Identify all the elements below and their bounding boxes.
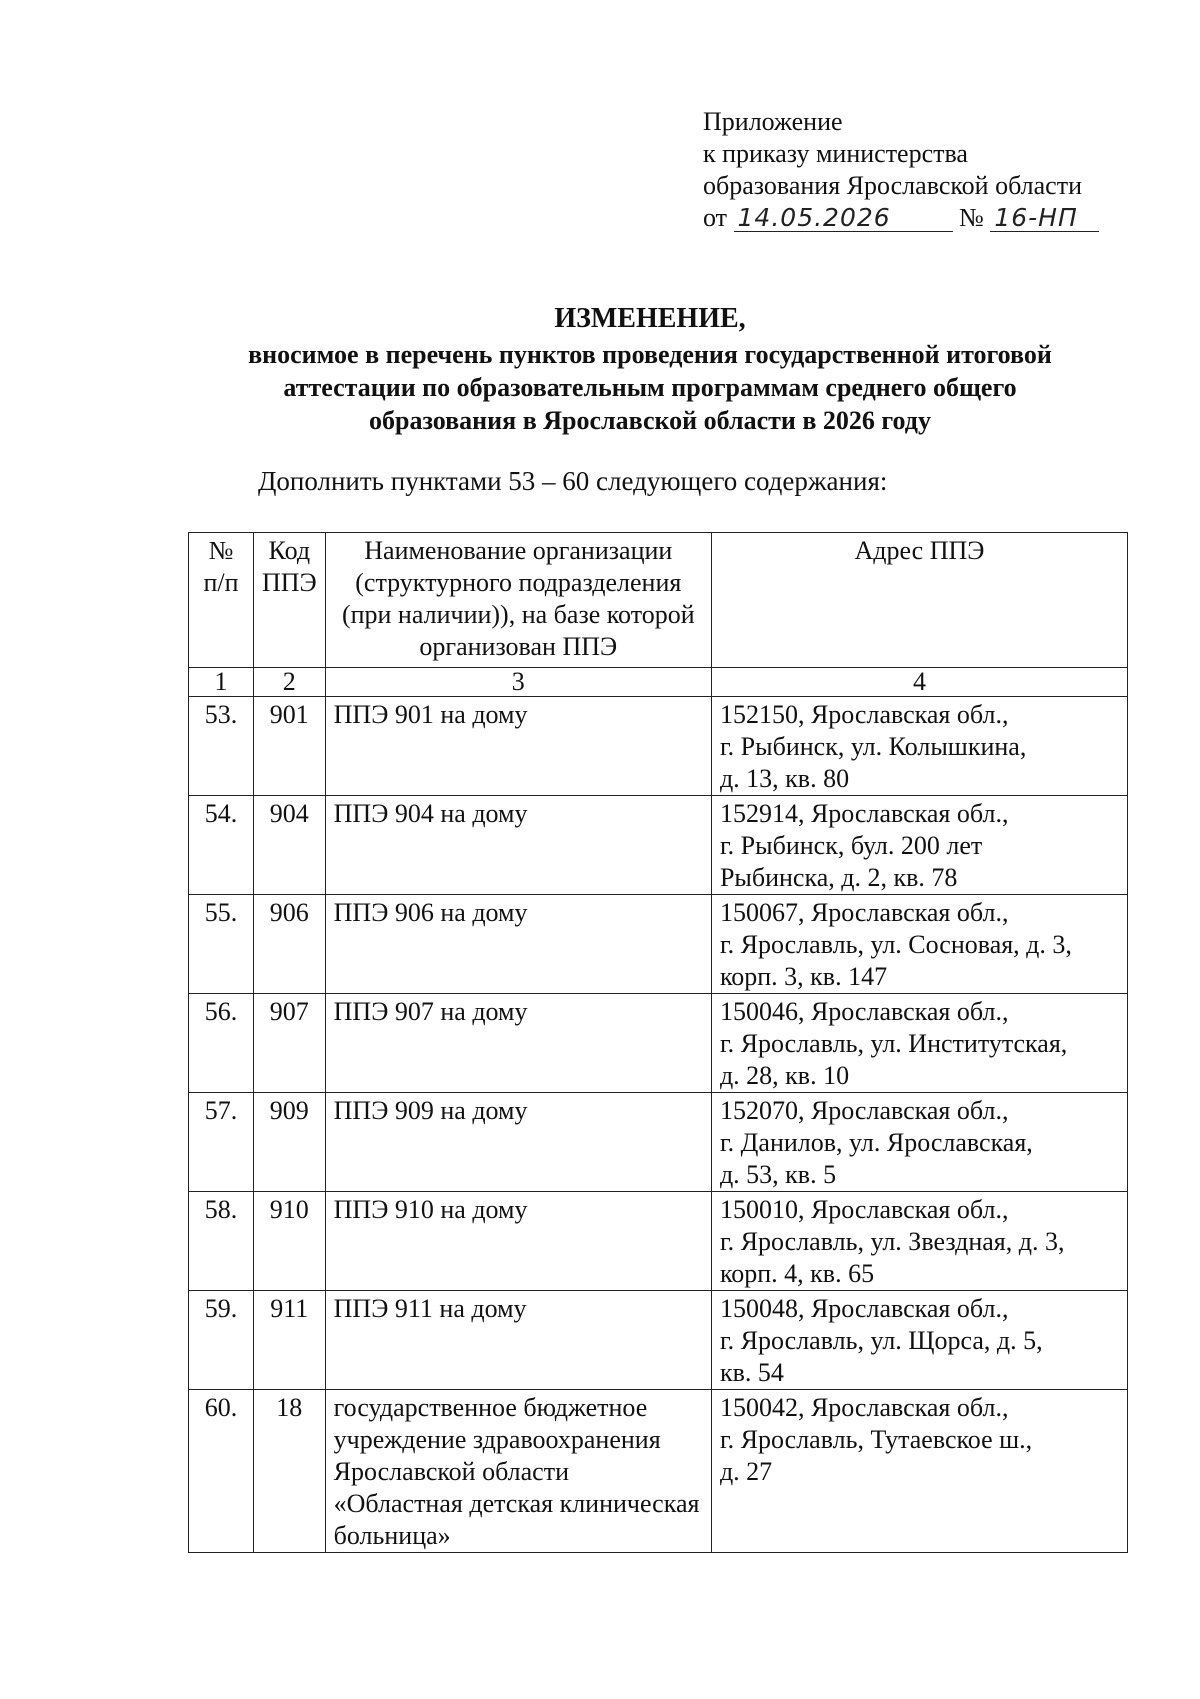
table-row — [189, 1192, 1128, 1291]
column-number-row — [189, 668, 1128, 697]
row-code: 910 — [253, 1192, 325, 1291]
row-name: ППЭ 901 на дому — [325, 697, 711, 796]
row-name: государственное бюджетное учреждение здравоохранения Ярославской области «Областная детская клиническая больница» — [325, 1390, 711, 1553]
row-num: 59. — [189, 1291, 254, 1390]
row-name: ППЭ 911 на дому — [325, 1291, 711, 1390]
row-address: 152914, Ярославская обл., г. Рыбинск, бул. 200 лет Рыбинска, д. 2, кв. 78 — [711, 796, 1127, 895]
order-date-field — [734, 205, 953, 232]
header-address: Адрес ППЭ — [711, 533, 1127, 668]
order-number-handwritten: 16-НП — [994, 203, 1078, 232]
row-name: ППЭ 909 на дому — [325, 1093, 711, 1192]
row-num: 57. — [189, 1093, 254, 1192]
row-address: 150046, Ярославская обл., г. Ярославль, ул. Институтская, д. 28, кв. 10 — [711, 994, 1127, 1093]
document-subtitle — [150, 338, 1150, 437]
row-num: 54. — [189, 796, 254, 895]
subtitle-line: аттестации по образовательным программам среднего общего — [283, 373, 1017, 402]
row-code: 907 — [253, 994, 325, 1093]
row-name: ППЭ 910 на дому — [325, 1192, 711, 1291]
row-address: 150042, Ярославская обл., г. Ярославль, Тутаевское ш., д. 27 — [711, 1390, 1127, 1553]
appendix-title: Приложение — [703, 107, 843, 136]
row-address: 150048, Ярославская обл., г. Ярославль, ул. Щорса, д. 5, кв. 54 — [711, 1291, 1127, 1390]
appendix-date-number — [703, 202, 1099, 234]
table-row — [189, 1093, 1128, 1192]
row-address: 150010, Ярославская обл., г. Ярославль, ул. Звездная, д. 3, корп. 4, кв. 65 — [711, 1192, 1127, 1291]
intro-text: Дополнить пунктами 53 – 60 следующего содержания: — [258, 466, 888, 496]
row-address: 150067, Ярославская обл., г. Ярославль, ул. Сосновая, д. 3, корп. 3, кв. 147 — [711, 895, 1127, 994]
order-date-handwritten: 14.05.2026 — [737, 203, 891, 232]
row-num: 53. — [189, 697, 254, 796]
row-address: 152150, Ярославская обл., г. Рыбинск, ул. Колышкина, д. 13, кв. 80 — [711, 697, 1127, 796]
subtitle-line: вносимое в перечень пунктов проведения государственной итоговой — [248, 340, 1052, 369]
table-row — [189, 796, 1128, 895]
table-row — [189, 1291, 1128, 1390]
row-code: 904 — [253, 796, 325, 895]
row-name: ППЭ 904 на дому — [325, 796, 711, 895]
subtitle-line: образования в Ярославской области в 2026 году — [369, 406, 931, 435]
appendix-order-ref: к приказу министерства — [703, 139, 968, 168]
column-number: 1 — [189, 668, 254, 697]
row-code: 911 — [253, 1291, 325, 1390]
row-name: ППЭ 906 на дому — [325, 895, 711, 994]
number-label: № — [959, 203, 984, 232]
document-title: ИЗМЕНЕНИЕ, — [554, 303, 746, 334]
table-row — [189, 697, 1128, 796]
row-code: 18 — [253, 1390, 325, 1553]
row-code: 906 — [253, 895, 325, 994]
appendix-ministry: образования Ярославской области — [703, 171, 1082, 200]
table-row — [189, 1390, 1128, 1553]
table-row — [189, 994, 1128, 1093]
appendix-block — [703, 106, 1099, 234]
row-num: 55. — [189, 895, 254, 994]
exam-points-table — [188, 532, 1128, 1553]
row-num: 60. — [189, 1390, 254, 1553]
header-organization: Наименование организации (структурного подразделения (при наличии)), на базе которой организован ППЭ — [325, 533, 711, 668]
row-code: 901 — [253, 697, 325, 796]
table-header-row — [189, 533, 1128, 668]
column-number: 3 — [325, 668, 711, 697]
row-num: 56. — [189, 994, 254, 1093]
row-code: 909 — [253, 1093, 325, 1192]
header-num: № п/п — [189, 533, 254, 668]
table-row — [189, 895, 1128, 994]
from-label: от — [703, 203, 728, 232]
order-number-field — [990, 205, 1099, 232]
row-address: 152070, Ярославская обл., г. Данилов, ул. Ярославская, д. 53, кв. 5 — [711, 1093, 1127, 1192]
column-number: 2 — [253, 668, 325, 697]
row-name: ППЭ 907 на дому — [325, 994, 711, 1093]
header-code: Код ППЭ — [253, 533, 325, 668]
row-num: 58. — [189, 1192, 254, 1291]
column-number: 4 — [711, 668, 1127, 697]
